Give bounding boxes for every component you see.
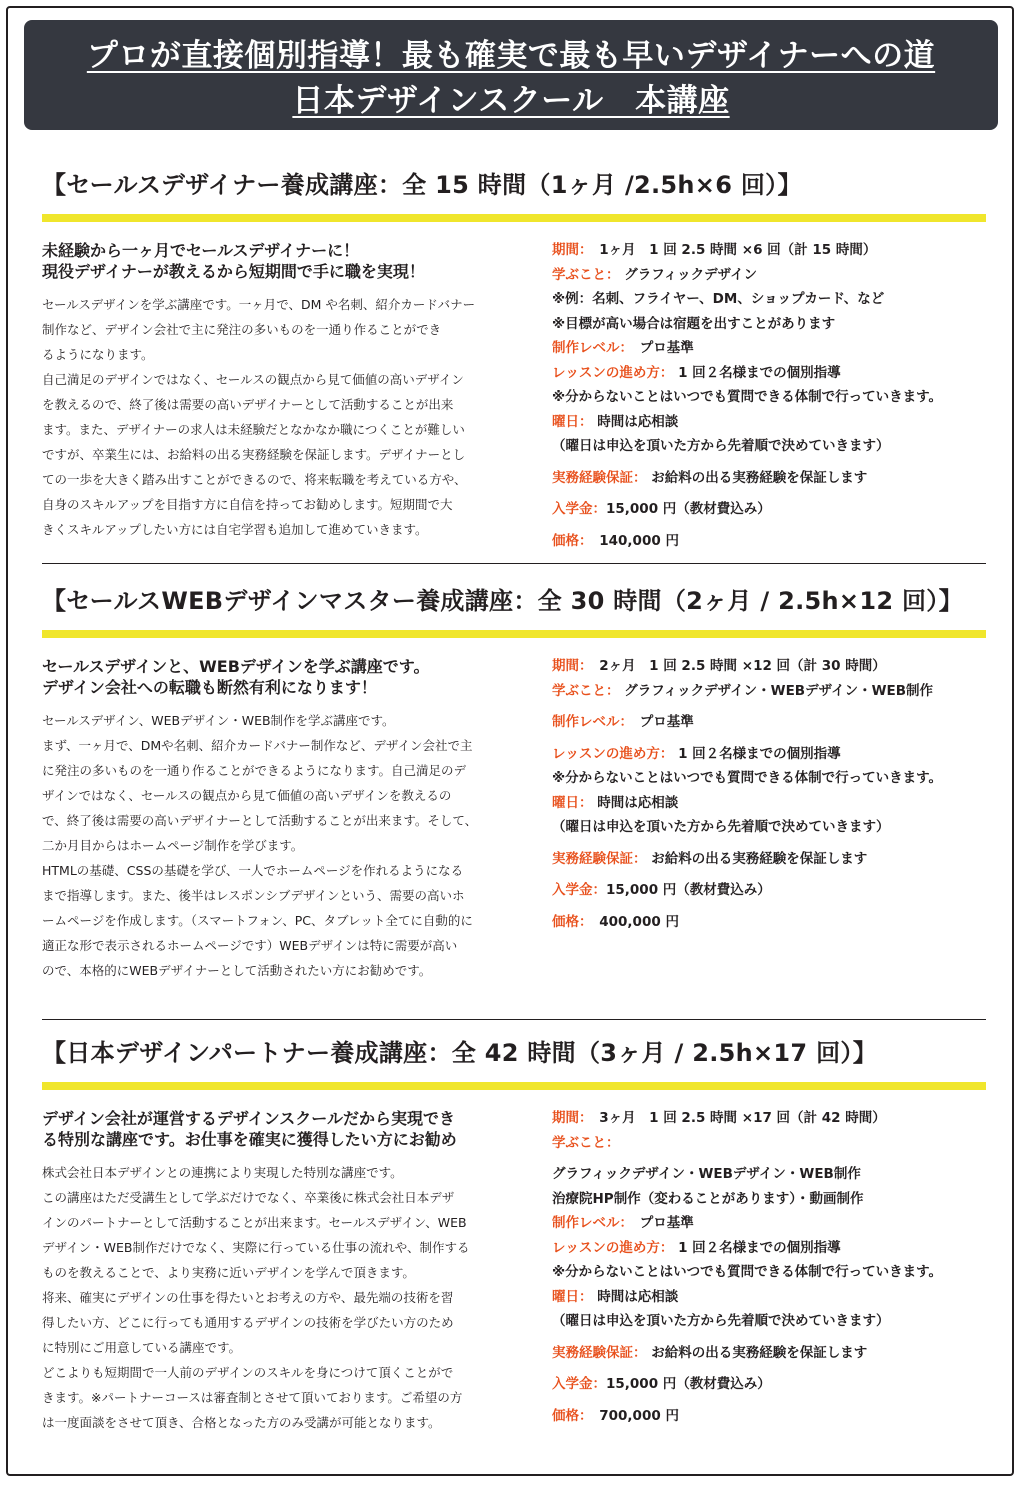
- course-1-info: [552, 238, 992, 553]
- course-3-body-line: 得したい方、どこに行っても通用するデザインの技術を学びたい方のため: [42, 1315, 454, 1330]
- course-1-yellow-bar: [42, 214, 986, 222]
- experience-value: お給料の出る実務経験を保証します: [646, 469, 868, 486]
- course-2-experience: [552, 847, 992, 872]
- course-2-body-line: 二か月目からはホームページ制作を学びます。: [42, 838, 304, 853]
- course-3-lesson: [552, 1236, 992, 1261]
- level-value: プロ基準: [626, 1215, 694, 1231]
- lesson-value: 1 回２名様までの個別指導: [673, 745, 841, 762]
- day-value: 時間は応相談: [592, 1288, 679, 1305]
- course-2-learn: [552, 679, 992, 704]
- course-1-title: 【セールスデザイナー養成講座：全 15 時間（1ヶ月 /2.5h×6 回）】: [42, 171, 802, 199]
- lesson-label: レッスンの進め方：: [552, 745, 674, 762]
- learn-value: グラフィックデザイン・WEBデザイン・WEB制作: [619, 682, 934, 699]
- course-1-learn-note2: ※目標が高い場合は宿題を出すことがあります: [552, 315, 836, 332]
- course-3-day-note: （曜日は申込を頂いた方から先着順で決めていきます）: [552, 1313, 890, 1329]
- course-3-period: [552, 1106, 992, 1131]
- period-label: 期間：: [552, 658, 586, 674]
- course-3-body-line: きます。※パートナーコースは審査制とさせて頂いております。ご希望の方: [42, 1390, 463, 1405]
- course-1-lead-line2: 現役デザイナーが教えるから短期間で手に職を実現！: [42, 262, 425, 281]
- course-3-fee: [552, 1372, 992, 1397]
- course-1-period: [552, 238, 992, 263]
- course-3: [42, 1036, 986, 1430]
- course-3-description: [42, 1108, 530, 1435]
- experience-label: 実務経験保証：: [552, 850, 647, 867]
- level-value: プロ基準: [626, 340, 694, 356]
- course-1-body: [42, 292, 530, 542]
- price-label: 価格：: [552, 913, 586, 930]
- course-1-body-line: を教えるので、終了後は需要の高いデザイナーとして活動することが出来: [42, 397, 454, 412]
- learn-label: 学ぶこと：: [552, 266, 620, 283]
- course-3-body-line: ものを教えることで、より実務に近いデザインを学んで頂きます。: [42, 1265, 415, 1280]
- course-1-lead-line1: 未経験から一ヶ月でセールスデザイナーに！: [42, 241, 360, 260]
- level-value: プロ基準: [626, 714, 694, 730]
- price-value: 700,000 円: [585, 1407, 679, 1424]
- learn-label: 学ぶこと：: [552, 682, 620, 699]
- course-1-body-line: ですが、卒業生には、お給料の出る実務経験を保証します。デザイナーとし: [42, 447, 466, 462]
- course-3-lead-line1: デザイン会社が運営するデザインスクールだから実現でき: [42, 1109, 455, 1128]
- course-2-body-line: ザインではなく、セールスの観点から見て価値の高いデザインを教えるの: [42, 788, 452, 803]
- lesson-label: レッスンの進め方：: [552, 1239, 674, 1256]
- course-3-body-line: デザイン・WEB制作だけでなく、実際に行っている仕事の流れや、制作する: [42, 1240, 470, 1255]
- day-value: 時間は応相談: [592, 413, 679, 430]
- period-label: 期間：: [552, 1110, 586, 1126]
- course-3-lead: [42, 1108, 530, 1150]
- course-3-learn: [552, 1131, 992, 1156]
- level-label: 制作レベル：: [552, 340, 627, 356]
- lesson-value: 1 回２名様までの個別指導: [673, 364, 841, 381]
- course-3-level: [552, 1211, 992, 1236]
- course-2-body-line: で、終了後は需要の高いデザイナーとして活動することが出来ます。そして、: [42, 813, 478, 828]
- period-value: 2ヶ月 1 回 2.5 時間 ×12 回（計 30 時間）: [585, 658, 886, 674]
- course-3-lesson-note: ※分からないことはいつでも質問できる体制で行っていきます。: [552, 1264, 943, 1280]
- period-value: 3ヶ月 1 回 2.5 時間 ×17 回（計 42 時間）: [585, 1110, 886, 1126]
- price-value: 140,000 円: [585, 532, 679, 549]
- course-1-body-line: セールスデザインを学ぶ講座です。一ヶ月で、DM や名刺、紹介カードバナー: [42, 297, 476, 312]
- course-2-title: 【セールスWEBデザインマスター養成講座：全 30 時間（2ヶ月 / 2.5h×12 回）】: [42, 587, 963, 615]
- course-2-info: [552, 654, 992, 934]
- course-3-body-line: は一度面談をさせて頂き、合格となった方のみ受講が可能となります。: [42, 1415, 441, 1430]
- course-2-body-line: まず、一ヶ月で、DMや名刺、紹介カードバナー制作など、デザイン会社で主: [42, 738, 473, 753]
- experience-value: お給料の出る実務経験を保証します: [646, 1344, 868, 1361]
- course-2-day: [552, 791, 992, 816]
- day-label: 曜日：: [552, 794, 593, 811]
- course-2-body-line: ので、本格的にWEBデザイナーとして活動されたい方にお勧めです。: [42, 963, 432, 978]
- experience-label: 実務経験保証：: [552, 469, 647, 486]
- course-2-body-line: セールスデザイン、WEBデザイン・WEB制作を学ぶ講座です。: [42, 713, 395, 728]
- course-1-body-line: 制作など、デザイン会社で主に発注の多いものを一通り作ることができ: [42, 322, 442, 337]
- section-divider: [42, 563, 986, 564]
- price-label: 価格：: [552, 532, 586, 549]
- course-1-lead: [42, 240, 530, 282]
- course-2-lead: [42, 656, 530, 698]
- course-3-body-line: に特別にご用意している講座です。: [42, 1340, 242, 1355]
- lesson-value: 1 回２名様までの個別指導: [673, 1239, 841, 1256]
- course-3-body: [42, 1160, 530, 1435]
- fee-label: 入学金：: [552, 882, 606, 898]
- header-banner: [24, 20, 998, 130]
- course-2: [42, 584, 986, 978]
- course-3-experience: [552, 1341, 992, 1366]
- price-value: 400,000 円: [585, 913, 679, 930]
- course-1: [42, 168, 986, 549]
- fee-value: 15,000 円（教材費込み）: [606, 1376, 771, 1392]
- course-1-description: [42, 240, 530, 542]
- course-2-body-line: HTMLの基礎、CSSの基礎を学び、一人でホームページを作れるようになる: [42, 863, 464, 878]
- course-3-yellow-bar: [42, 1082, 986, 1090]
- course-1-price: [552, 529, 992, 554]
- experience-label: 実務経験保証：: [552, 1344, 647, 1361]
- course-2-body-line: 適正な形で表示されるホームページです）WEBデザインは特に需要が高い: [42, 938, 458, 953]
- course-1-day: [552, 410, 992, 435]
- course-1-body-line: 自身のスキルアップを目指す方に自信を持ってお勧めします。短期間で大: [42, 497, 453, 512]
- level-label: 制作レベル：: [552, 1215, 627, 1231]
- learn-label: 学ぶこと：: [552, 1134, 620, 1151]
- course-1-body-line: きくスキルアップしたい方には自宅学習も追加して進めていきます。: [42, 522, 428, 537]
- course-3-learn-line2: 治療院HP制作（変わることがあります）・動画制作: [552, 1190, 864, 1207]
- course-2-lead-line2: デザイン会社への転職も断然有利になります！: [42, 678, 377, 697]
- course-1-level: [552, 336, 992, 361]
- day-value: 時間は応相談: [592, 794, 679, 811]
- course-3-day: [552, 1285, 992, 1310]
- course-2-body-line: ームページを作成します。（スマートフォン、PC、タブレット全てに自動的に: [42, 913, 473, 928]
- course-2-fee: [552, 878, 992, 903]
- course-3-info: [552, 1106, 992, 1428]
- fee-value: 15,000 円（教材費込み）: [606, 501, 771, 517]
- course-1-experience: [552, 466, 992, 491]
- header-title-line1: プロが直接個別指導！最も確実で最も早いデザイナーへの道: [86, 38, 936, 74]
- course-1-lesson: [552, 361, 992, 386]
- course-2-day-note: （曜日は申込を頂いた方から先着順で決めていきます）: [552, 819, 890, 835]
- course-3-body-line: 株式会社日本デザインとの連携により実現した特別な講座です。: [42, 1165, 403, 1180]
- course-2-price: [552, 910, 992, 935]
- learn-value: グラフィックデザイン: [619, 266, 758, 283]
- course-2-description: [42, 656, 530, 983]
- level-label: 制作レベル：: [552, 714, 627, 730]
- course-2-yellow-bar: [42, 630, 986, 638]
- course-3-lead-line2: る特別な講座です。お仕事を確実に獲得したい方にお勧め: [42, 1130, 457, 1149]
- course-2-level: [552, 710, 992, 735]
- course-2-lesson-note: ※分からないことはいつでも質問できる体制で行っていきます。: [552, 770, 943, 786]
- course-1-body-line: ての一歩を大きく踏み出すことができるので、将来転職を考えている方や、: [42, 472, 467, 487]
- course-2-body-line: まで指導します。また、後半はレスポンシブデザインという、需要の高いホ: [42, 888, 465, 903]
- header-title-line2: 日本デザインスクール 本講座: [292, 83, 730, 119]
- course-3-price: [552, 1404, 992, 1429]
- course-1-fee: [552, 497, 992, 522]
- course-1-learn: [552, 263, 992, 288]
- course-1-body-line: るようになります。: [42, 347, 154, 362]
- fee-label: 入学金：: [552, 501, 606, 517]
- course-2-body-line: に発注の多いものを一通り作ることができるようになります。自己満足のデ: [42, 763, 467, 778]
- course-3-body-line: 将来、確実にデザインの仕事を得たいとお考えの方や、最先端の技術を習: [42, 1290, 454, 1305]
- course-1-body-line: ます。また、デザイナーの求人は未経験だとなかなか職につくことが難しい: [42, 422, 465, 437]
- course-2-body: [42, 708, 530, 983]
- course-2-lead-line1: セールスデザインと、WEBデザインを学ぶ講座です。: [42, 657, 430, 676]
- course-1-lesson-note: ※分からないことはいつでも質問できる体制で行っていきます。: [552, 389, 943, 405]
- period-value: 1ヶ月 1 回 2.5 時間 ×6 回（計 15 時間）: [585, 242, 877, 258]
- course-1-body-line: 自己満足のデザインではなく、セールスの観点から見て価値の高いデザイン: [42, 372, 464, 387]
- fee-label: 入学金：: [552, 1376, 606, 1392]
- course-2-lesson: [552, 742, 992, 767]
- course-3-title: 【日本デザインパートナー養成講座：全 42 時間（3ヶ月 / 2.5h×17 回）】: [42, 1039, 877, 1067]
- course-1-learn-note1: ※例：名刺、フライヤー、DM、ショップカード、など: [552, 291, 885, 307]
- course-3-body-line: どこよりも短期間で一人前のデザインのスキルを身につけて頂くことがで: [42, 1365, 454, 1380]
- course-2-period: [552, 654, 992, 679]
- experience-value: お給料の出る実務経験を保証します: [646, 850, 868, 867]
- lesson-label: レッスンの進め方：: [552, 364, 674, 381]
- day-label: 曜日：: [552, 1288, 593, 1305]
- price-label: 価格：: [552, 1407, 586, 1424]
- course-3-learn-line1: グラフィックデザイン・WEBデザイン・WEB制作: [552, 1166, 861, 1182]
- fee-value: 15,000 円（教材費込み）: [606, 882, 771, 898]
- period-label: 期間：: [552, 242, 586, 258]
- section-divider: [42, 1019, 986, 1020]
- course-3-body-line: インのパートナーとして活動することが出来ます。セールスデザイン、WEB: [42, 1215, 467, 1230]
- course-3-body-line: この講座はただ受講生として学ぶだけでなく、卒業後に株式会社日本デザ: [42, 1190, 455, 1205]
- course-1-day-note: （曜日は申込を頂いた方から先着順で決めていきます）: [552, 438, 890, 454]
- day-label: 曜日：: [552, 413, 593, 430]
